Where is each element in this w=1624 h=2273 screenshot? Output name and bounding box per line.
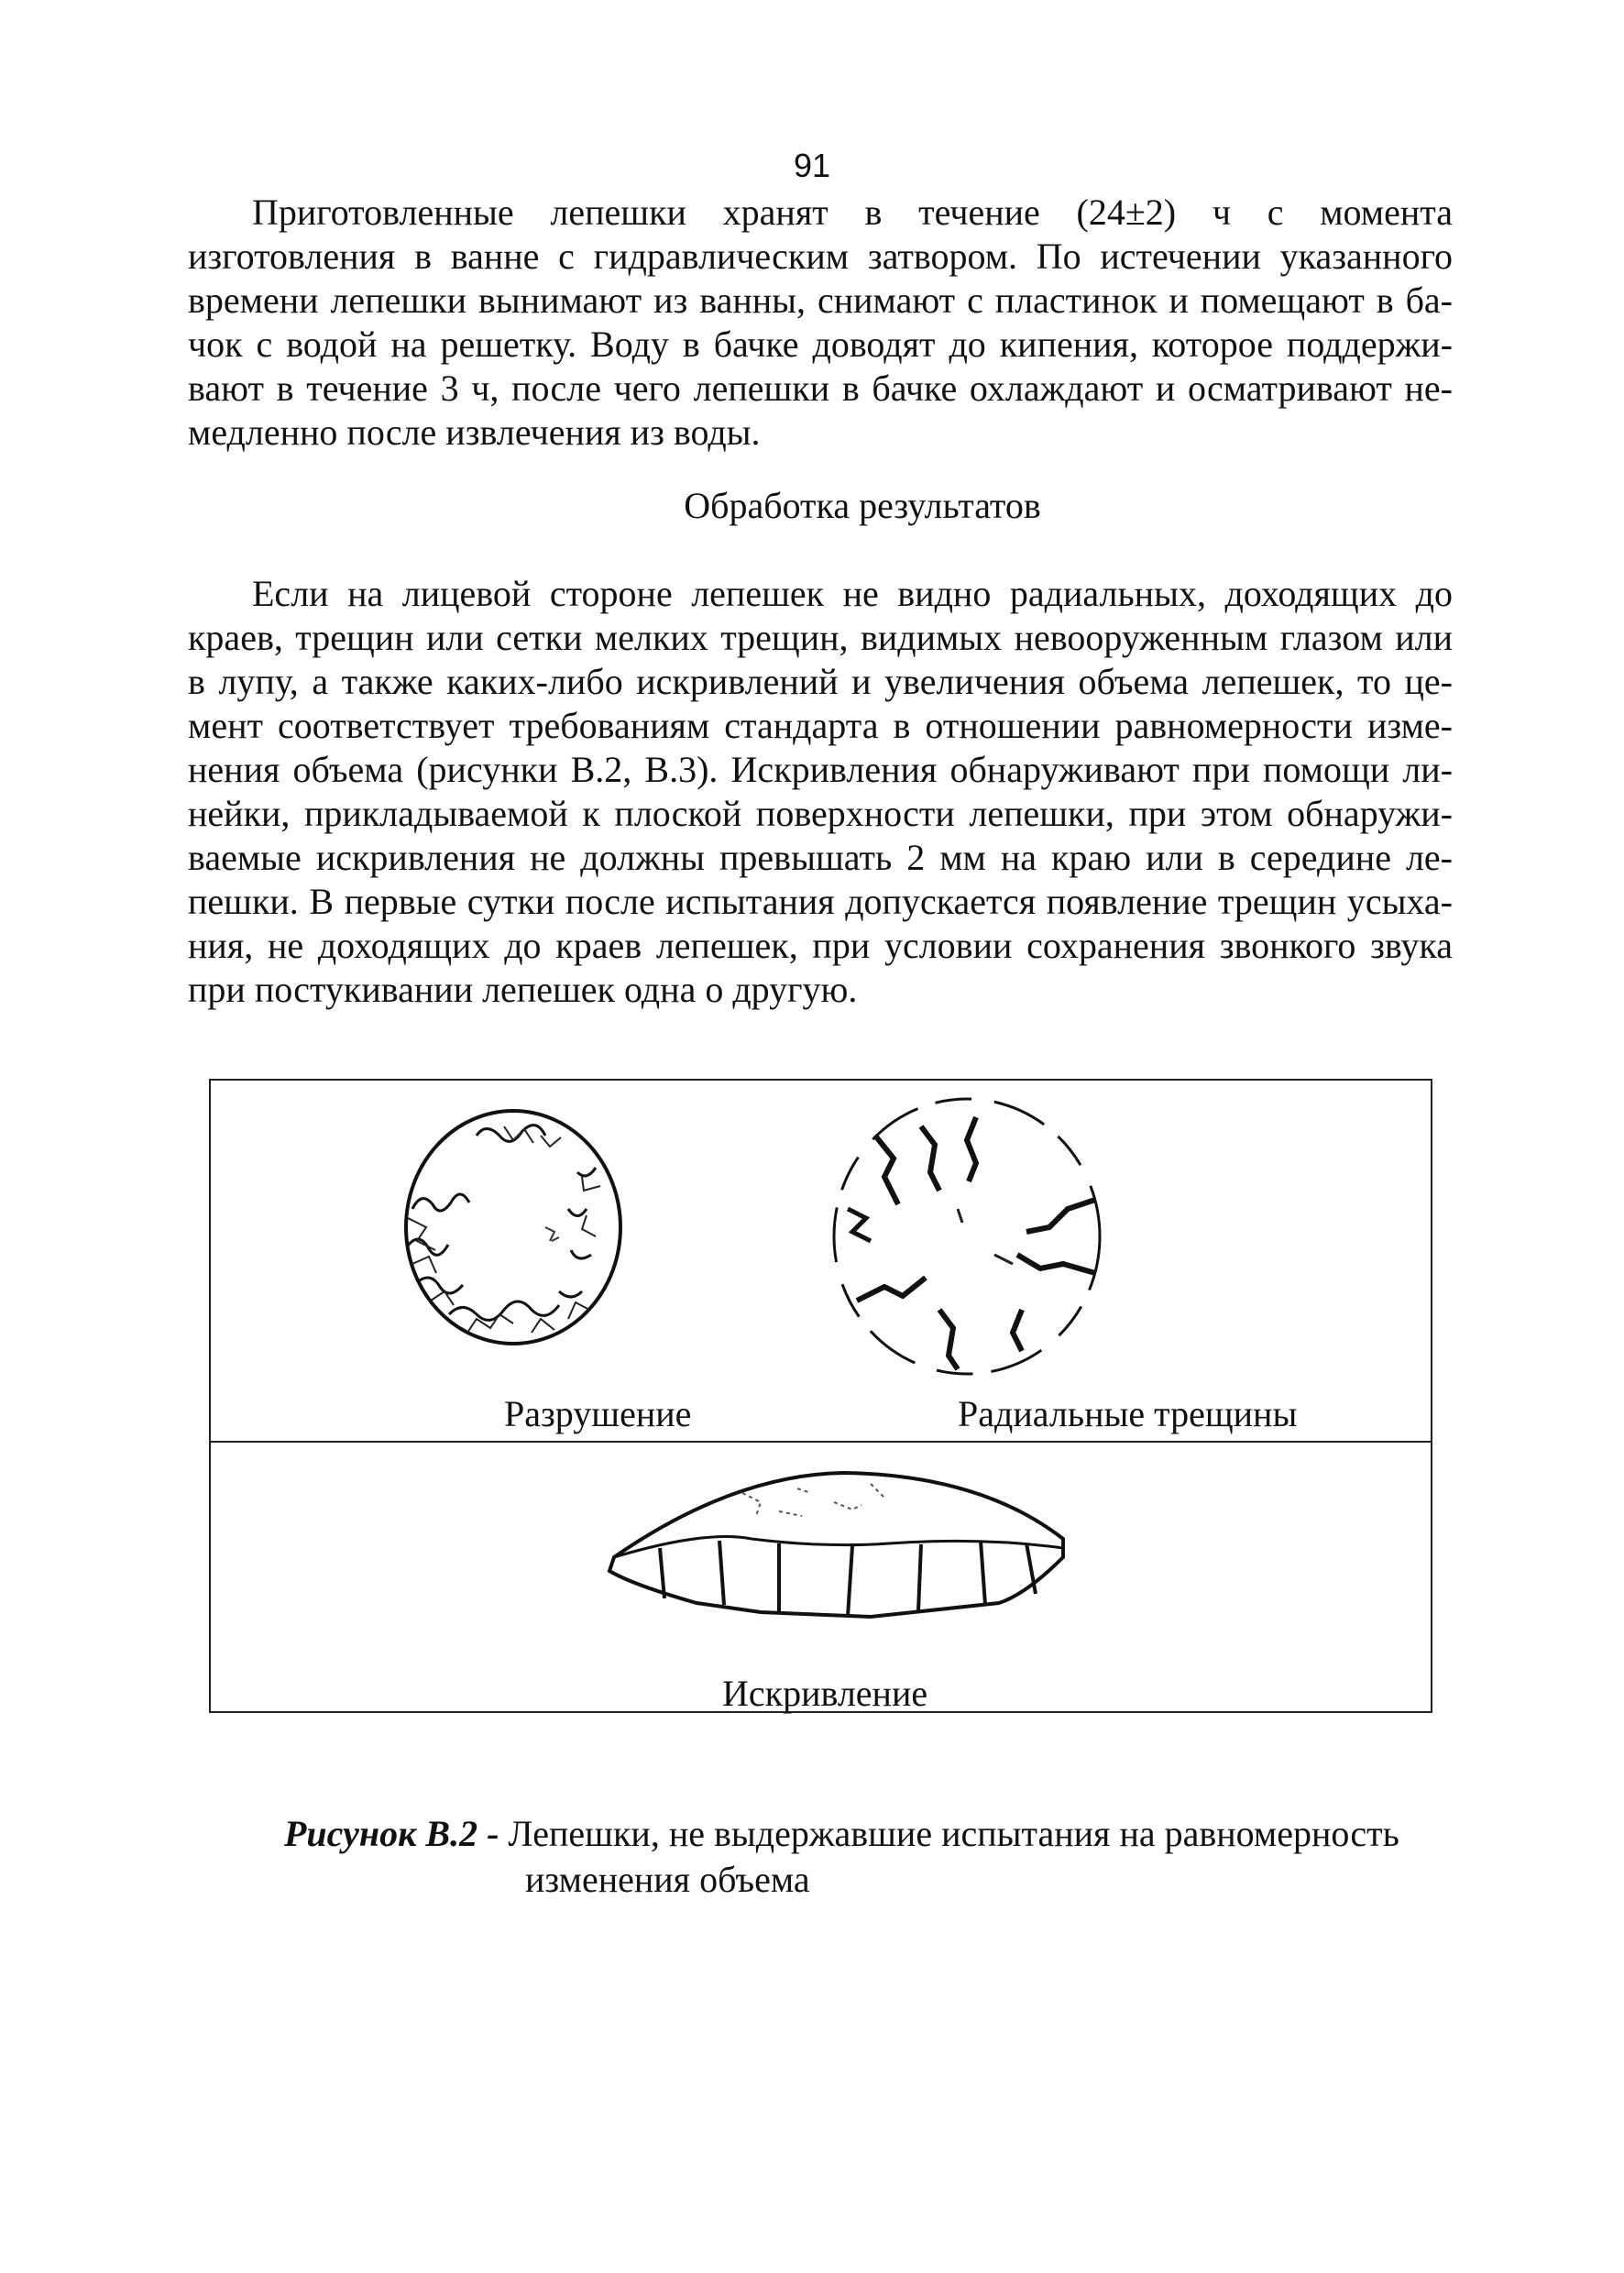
figure-divider — [211, 1441, 1431, 1443]
radial-cracks-pat-drawing — [820, 1090, 1123, 1392]
paragraph-preparation-line: вают в течение 3 ч, после чего лепешки в бачке охлаждают и осматривают не- — [188, 368, 1453, 409]
paragraph-results-line: нейки, прикладываемой к плоской поверхности лепешки, при этом обнаружи- — [188, 793, 1453, 834]
destruction-label: Разрушение — [504, 1393, 692, 1434]
paragraph-results-line: при постукивании лепешек одна о другую. — [188, 969, 858, 1010]
caption-text-line2: изменения объема — [525, 1859, 810, 1900]
paragraph-preparation-line: изготовления в ванне с гидравлическим затвором. По истечении указанного — [188, 236, 1453, 277]
caption-text-line1: Лепешки, не выдержавшие испытания на равномерность — [508, 1813, 1399, 1854]
paragraph-results-line: пешки. В первые сутки после испытания допускается появление трещин усыха- — [188, 881, 1453, 922]
figure-caption — [284, 1811, 1399, 1903]
paragraph-results-line: Если на лицевой стороне лепешек не видно радиальных, доходящих до — [252, 573, 1453, 614]
paragraph-results-line: в лупу, а также каких-либо искривлений и увеличения объема лепешек, то це- — [188, 661, 1453, 702]
paragraph-preparation-line: медленно после извлечения из воды. — [188, 412, 761, 453]
paragraph-preparation-line: чок с водой на решетку. Воду в бачке доводят до кипения, которое поддержи- — [188, 324, 1453, 365]
paragraph-results — [188, 572, 1453, 1012]
section-heading: Обработка результатов — [684, 485, 1041, 526]
warping-pat-drawing — [596, 1456, 1091, 1667]
paragraph-results-line: мент соответствует требованиям стандарта в отношении равномерности изме- — [188, 705, 1453, 746]
paragraph-preparation-line: времени лепешки вынимают из ванны, снимают с пластинок и помещают в ба- — [188, 280, 1453, 321]
destruction-pat-drawing — [394, 1099, 632, 1365]
radial-cracks-label: Радиальные трещины — [958, 1393, 1298, 1434]
paragraph-results-line: краев, трещин или сетки мелких трещин, видимых невооруженным глазом или — [188, 617, 1453, 658]
paragraph-results-line: нения объема (рисунки В.2, В.3). Искривления обнаруживают при помощи ли- — [188, 749, 1453, 790]
figure-frame — [209, 1079, 1432, 1713]
caption-lead: Рисунок В.2 - — [284, 1813, 499, 1854]
paragraph-results-line: ваемые искривления не должны превышать 2 мм на краю или в середине ле- — [188, 837, 1453, 878]
paragraph-preparation-line: Приготовленные лепешки хранят в течение (24±2) ч с момента — [252, 192, 1453, 233]
paragraph-preparation — [188, 191, 1453, 455]
paragraph-results-line: ния, не доходящих до краев лепешек, при условии сохранения звонкого звука — [188, 925, 1453, 966]
warping-label: Искривление — [722, 1673, 928, 1714]
page-number: 91 — [793, 147, 831, 184]
